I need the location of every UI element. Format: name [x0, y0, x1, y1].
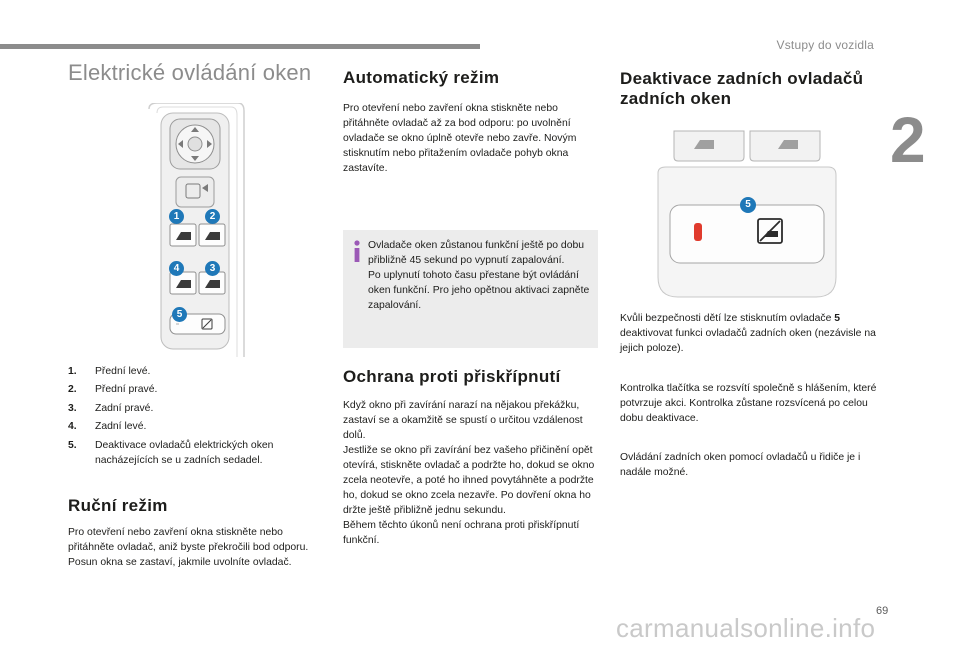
rear-para-1: Kvůli bezpečnosti dětí lze stisknutím ovladače 5 deaktivovat funkci ovladačů zadních oken (nezávisle na jejich poloze). [620, 313, 876, 355]
legend-item: 4. Zadní levé. [68, 421, 147, 433]
chapter-number: 2 [890, 104, 926, 176]
rear-deactivation-heading: Deaktivace zadních ovladačů zadních oken [620, 69, 864, 108]
legend-item: 2. Přední pravé. [68, 384, 158, 396]
rear-deactivation-section [620, 69, 882, 108]
column-electric-windows [68, 60, 324, 86]
manual-mode-text: Pro otevření nebo zavření okna stiskněte nebo přitáhněte ovladač, aniž byste překročili bod odporu. Posun okna se zastaví, jakmile uvolníte ovladač. [68, 526, 309, 568]
badge-4: 4 [169, 261, 184, 276]
badge-3: 3 [205, 261, 220, 276]
legend-item: 5. Deaktivace ovladačů elektrických oken nacházejících se u zadních sedadel. [68, 439, 274, 466]
watermark: carmanualsonline.info [616, 613, 876, 643]
auto-mode-heading: Automatický režim [343, 68, 500, 87]
rear-para-3: Ovládání zadních oken pomocí ovladačů u řidiče je i nadále možné. [620, 451, 861, 478]
rear-deactivation-text [620, 311, 882, 480]
info-icon [353, 240, 361, 262]
badge-2: 2 [205, 209, 220, 224]
section-title: Vstupy do vozidla [776, 38, 874, 52]
info-box [343, 230, 598, 348]
pinch-text-1: Když okno při zavírání narazí na nějakou překážku, zastaví se a okamžitě se spustí o určitou vzdálenost dolů. [343, 399, 583, 441]
page-title: Elektrické ovládání oken [68, 60, 312, 85]
manual-mode-section [68, 496, 324, 570]
legend-list [68, 364, 324, 468]
driver-switch-figure [143, 103, 250, 357]
legend-block [68, 364, 324, 471]
rear-deactivation-figure [654, 127, 840, 301]
legend-item: 1. Přední levé. [68, 366, 151, 377]
auto-mode-text: Pro otevření nebo zavření okna stiskněte nebo přitáhněte ovladač až za bod odporu: po uvolnění ovladače se okno úplně otevře nebo zavře. Novým stisknutím nebo přitažením ovladače pohyb okna zastavíte. [343, 102, 577, 174]
legend-item: 3. Zadní pravé. [68, 402, 154, 414]
info-text-1: Ovladače oken zůstanou funkční ještě po dobu přibližně 45 sekund po vypnutí zapalování. [368, 240, 585, 267]
pinch-protection-section [343, 367, 598, 548]
manual-mode-heading: Ruční režim [68, 496, 168, 515]
badge-5-right: 5 [740, 197, 756, 213]
page-number: 69 [876, 605, 889, 617]
rear-para-2: Kontrolka tlačítka se rozsvítí společně s hlášením, které potvrzuje akci. Kontrolka zůstane rozsvícená po celou dobu deaktivace. [620, 383, 877, 425]
badge-1: 1 [169, 209, 184, 224]
info-text-2: Po uplynutí tohoto času přestane být ovládání oken funkční. Pro jeho opětnou aktivaci zapněte zapalování. [368, 270, 590, 312]
pinch-text-2: Jestliže se okno při zavírání bez vašeho přičinění opět otevírá, stiskněte ovladač a podržte ho, dokud se okno zcela neotevře, a poté ho ihned povytáhněte a podržte ho, dokud se okno zcela nezavře. Po dovření okna ho držte ještě přibližně jednu sekundu. [343, 444, 595, 517]
rear-deactivation-illustration [654, 127, 840, 301]
pinch-protection-heading: Ochrana proti přiskřípnutí [343, 367, 561, 386]
driver-switch-illustration [143, 103, 250, 357]
pinch-text-3: Během těchto úkonů není ochrana proti přiskřípnutí funkční. [343, 520, 580, 547]
auto-mode-section [343, 68, 598, 176]
badge-5: 5 [172, 307, 187, 322]
top-rule [0, 44, 480, 49]
